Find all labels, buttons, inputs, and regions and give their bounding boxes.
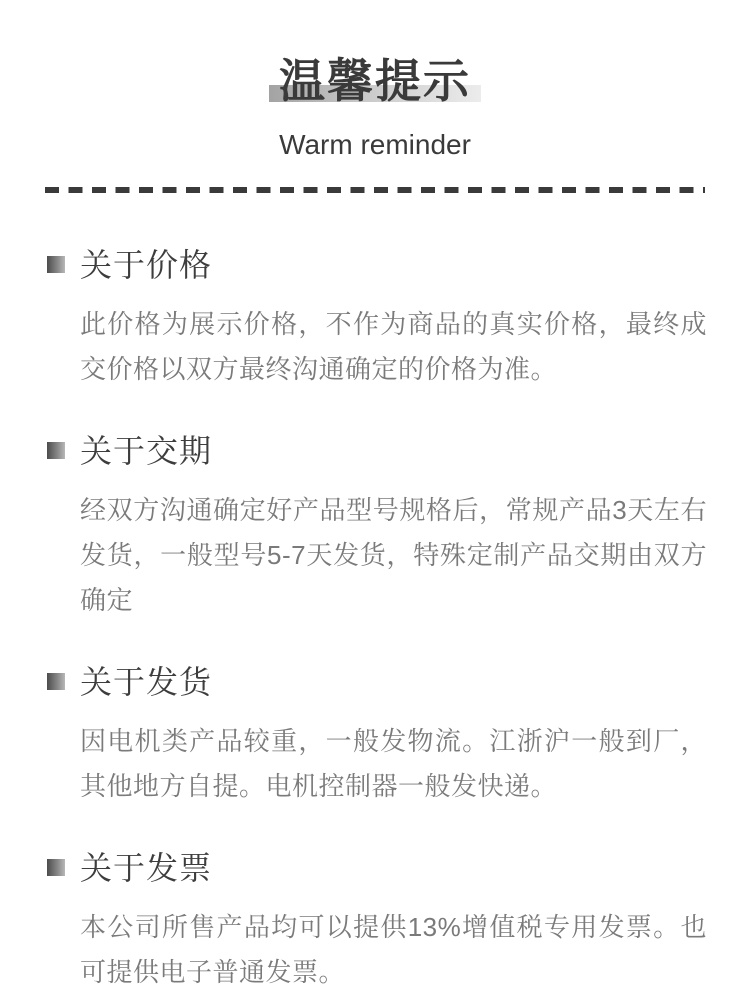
section-heading: 关于发票: [80, 850, 213, 886]
section-heading: 关于价格: [80, 247, 213, 283]
section-delivery-time-head: [47, 430, 707, 472]
section-shipping-head: [47, 661, 707, 703]
page-title: 温馨提示: [279, 55, 471, 107]
section-bullet-icon: [47, 673, 65, 690]
page-title-wrap: [279, 56, 471, 106]
section-body: 经双方沟通确定好产品型号规格后，常规产品3天左右发货，一般型号5-7天发货，特殊定制产品交期由双方确定: [80, 495, 707, 615]
section-bullet-icon: [47, 859, 65, 876]
section-body: 此价格为展示价格，不作为商品的真实价格，最终成交价格以双方最终沟通确定的价格为准。: [80, 309, 707, 384]
section-heading: 关于交期: [80, 433, 213, 469]
section-price: [47, 244, 707, 392]
section-bullet-icon: [47, 256, 65, 273]
section-price-head: [47, 244, 707, 286]
notice-sections: [0, 244, 750, 995]
section-heading: 关于发货: [80, 664, 213, 700]
section-bullet-icon: [47, 442, 65, 459]
section-shipping: [47, 661, 707, 809]
dashed-divider: [45, 187, 705, 193]
page-subtitle: Warm reminder: [279, 129, 471, 160]
section-delivery-time: [47, 430, 707, 623]
section-body: 本公司所售产品均可以提供13%增值税专用发票。也可提供电子普通发票。: [80, 912, 707, 987]
page-header: [0, 0, 750, 160]
section-invoice: [47, 847, 707, 995]
section-body: 因电机类产品较重，一般发物流。江浙沪一般到厂，其他地方自提。电机控制器一般发快递。: [80, 726, 707, 801]
section-invoice-head: [47, 847, 707, 889]
